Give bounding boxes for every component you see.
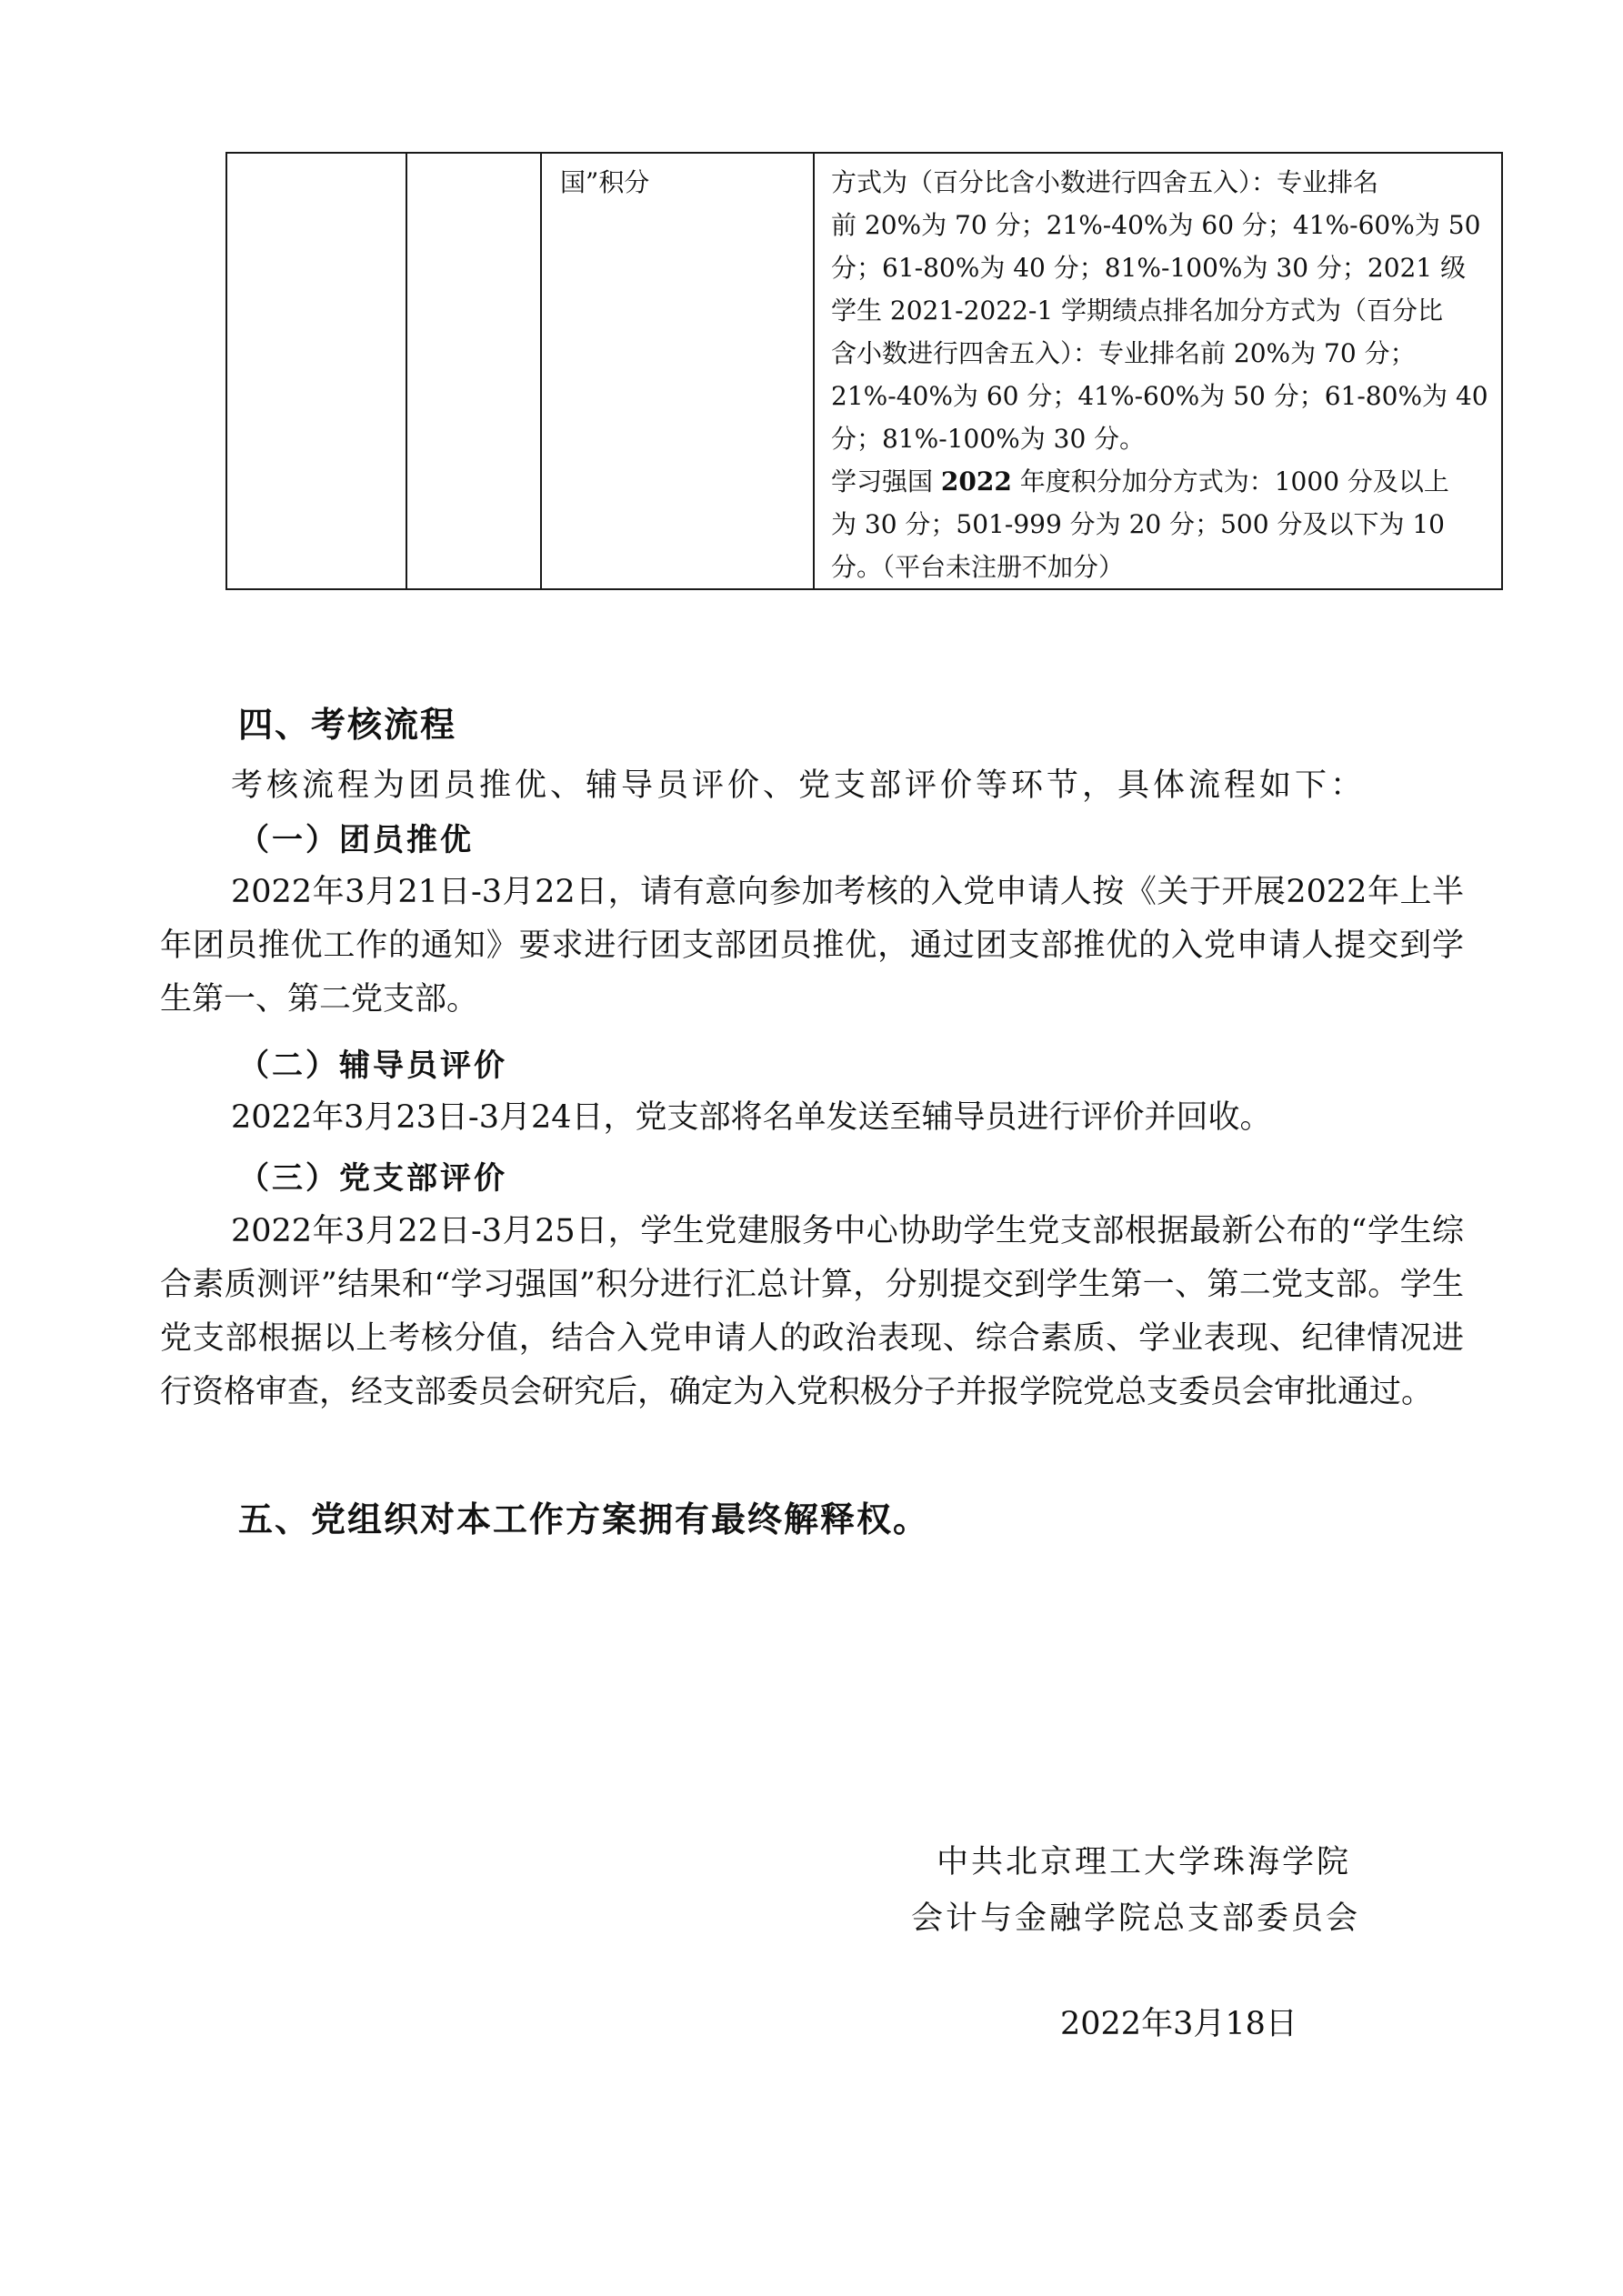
rules-line: 分；81%-100%为 30 分。 — [831, 424, 1146, 454]
rules-line: 含小数进行四舍五入）：专业排名前 20%为 70 分； — [831, 338, 1416, 368]
table-cell-empty-1 — [226, 153, 406, 589]
sub1-text: 2022年3月21日-3月22日，请有意向参加考核的入党申请人按《关于开展2022年上半年团员推优工作的通知》要求进行团支部团员推优，通过团支部推优的入党申请人提交到学生第一、第二党支部。 — [160, 874, 1464, 1018]
table-item-text: 国”积分 — [560, 167, 650, 197]
rules-line: 21%-40%为 60 分；41%-60%为 50 分；61-80%为 40 — [831, 381, 1488, 411]
rules-line: 学生 2021-2022-1 学期绩点排名加分方式为（百分比 — [831, 296, 1444, 326]
rules-line: 分。（平台未注册不加分） — [831, 552, 1125, 582]
section4-intro: 考核流程为团员推优、辅导员评价、党支部评价等环节，具体流程如下： — [231, 767, 1367, 804]
study-prefix: 学习强国 — [831, 466, 941, 496]
sub2-title: （二）辅导员评价 — [238, 1048, 507, 1084]
score-table — [225, 152, 1503, 590]
study-year: 2022 — [940, 466, 1012, 496]
sub1-title: （一）团员推优 — [238, 822, 474, 858]
sub3-text: 2022年3月22日-3月25日，学生党建服务中心协助学生党支部根据最新公布的“学生综合素质测评”结果和“学习强国”积分进行汇总计算，分别提交到学生第一、第二党支部。学生党支部根据以上考核分值，结合入党申请人的政治表现、综合素质、学业表现、纪律情况进行资格审查，经支部委员会研究后，确定为入党积极分子并报学院党总支委员会审批通过。 — [160, 1213, 1464, 1410]
table-row — [226, 153, 1502, 589]
sub3-title: （三）党支部评价 — [238, 1160, 507, 1197]
sub2-text: 2022年3月23日-3月24日，党支部将名单发送至辅导员进行评价并回收。 — [231, 1099, 1272, 1136]
rules-line: 分；61-80%为 40 分；81%-100%为 30 分；2021 级 — [831, 253, 1467, 283]
table-cell-item — [541, 153, 814, 589]
study-suffix: 年度积分加分方式为：1000 分及以上 — [1011, 466, 1449, 496]
signature-org1: 中共北京理工大学珠海学院 — [937, 1844, 1352, 1880]
rules-line: 为 30 分；501-999 分为 20 分；500 分及以下为 10 — [831, 509, 1445, 539]
signature-date: 2022年3月18日 — [1060, 2006, 1297, 2042]
section4-title: 四、考核流程 — [238, 705, 457, 745]
rules-line: 前 20%为 70 分；21%-40%为 60 分；41%-60%为 50 — [831, 210, 1481, 240]
signature-org2: 会计与金融学院总支部委员会 — [911, 1900, 1361, 1937]
table-cell-empty-2 — [406, 153, 541, 589]
rules-line: 方式为（百分比含小数进行四舍五入）：专业排名 — [831, 167, 1379, 197]
table-cell-rules — [814, 153, 1502, 589]
section5-title: 五、党组织对本工作方案拥有最终解释权。 — [238, 1499, 930, 1539]
study-rule-line — [815, 460, 1501, 503]
